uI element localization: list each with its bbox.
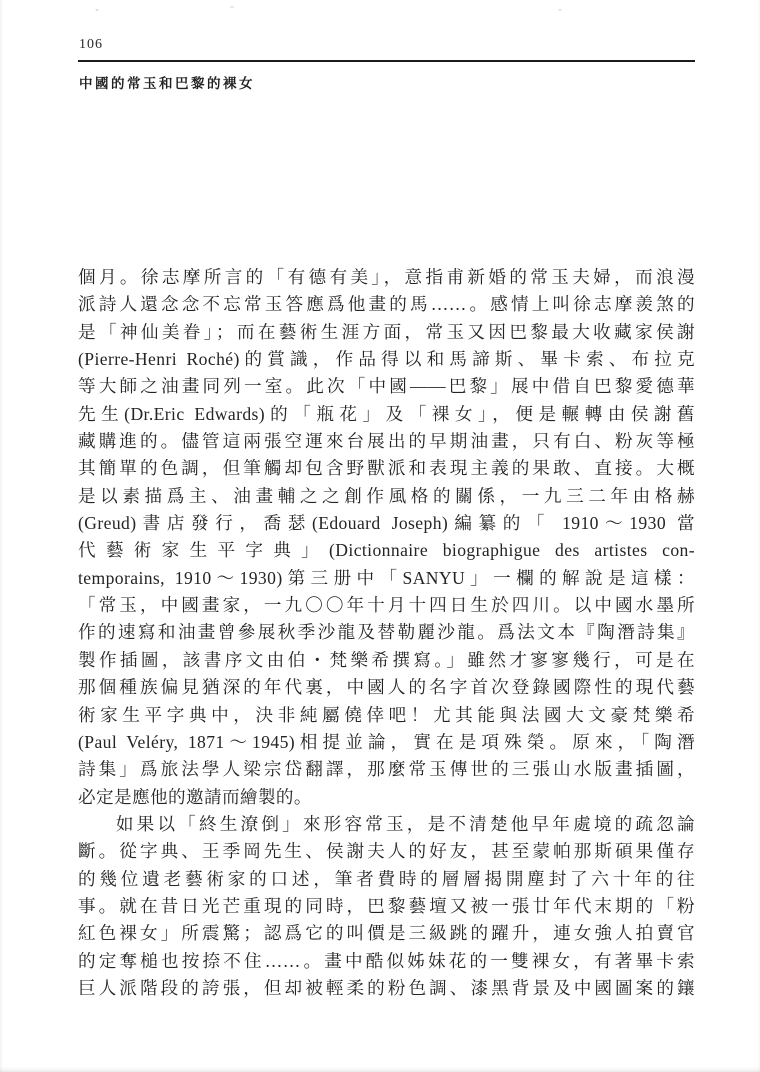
text-line: 是「神仙美眷」；而在藝術生涯方面，常玉又因巴黎最大收藏家侯謝 [78,321,695,342]
text-line: 如果以「終生潦倒」來形容常玉，是不清楚他早年處境的疏忽論 [115,813,695,834]
text-line: 藏購進的。儘管這兩張空運來台展出的早期油畫，只有白、粉灰等極 [78,431,695,452]
page-number: 106 [79,37,103,52]
text-line: 是以素描爲主、油畫輔之之創作風格的關係，一九三二年由格赫 [78,485,695,506]
text-line: temporains, 1910～1930)第三册中「SANYU」一欄的解說是這樣： [78,567,695,588]
text-line: (Greud)書店發行，喬瑟(Edouard Joseph)編纂的「 1910～1930 當 [78,513,695,534]
text-line: 那個種族偏見猶深的年代裏，中國人的名字首次登錄國際性的現代藝 [78,677,695,698]
text-line: 詩集」爲旅法學人梁宗岱翻譯，那麼常玉傳世的三張山水版畫插圖， [78,759,695,780]
running-head: 中國的常玉和巴黎的裸女 [79,76,255,91]
text-line: 術家生平字典中，決非純屬僥倖吧！尤其能與法國大文豪梵樂希 [78,704,695,725]
text-line: 作的速寫和油畫曾參展秋季沙龍及替勒麗沙龍。爲法文本『陶潛詩集』 [78,622,695,643]
text-line: 事。就在昔日光芒重現的同時，巴黎藝壇又被一張廿年代末期的「粉 [78,895,695,916]
text-line: 等大師之油畫同列一室。此次「中國——巴黎」展中借自巴黎愛德華 [78,376,695,397]
text-line: 先生(Dr.Eric Edwards)的「瓶花」及「裸女」，便是輾轉由侯謝舊 [78,403,695,424]
text-line: 其簡單的色調，但筆觸却包含野獸派和表現主義的果敢、直接。大概 [78,458,695,479]
text-line: 派詩人還念念不忘常玉答應爲他畫的馬……。感情上叫徐志摩羨煞的 [78,294,695,315]
text-line: 個月。徐志摩所言的「有德有美」，意指甫新婚的常玉夫婦，而浪漫 [78,267,695,287]
text-line: 代藝術家生平字典」(Dictionnaire biographigue des artistes con- [78,540,695,561]
text-line: 的幾位遺老藝術家的口述，筆者費時的層層揭開塵封了六十年的往 [78,868,695,889]
text-line: 紅色裸女」所震驚；認爲它的叫價是三級跳的躍升，連女強人拍賣官 [78,923,695,944]
text-line: (Paul Veléry, 1871～1945)相提並論，實在是項殊榮。原來，「陶潛 [78,731,695,752]
text-line: 製作插圖，該書序文由伯・梵樂希撰寫。」雖然才寥寥幾行，可是在 [78,649,695,670]
text-line: 巨人派階段的誇張，但却被輕柔的粉色調、漆黑背景及中國圖案的鑲 [78,977,695,998]
text-line: 斷。從字典、王季岡先生、侯謝夫人的好友，甚至蒙帕那斯碩果僅存 [78,841,695,862]
body-text [78,264,695,1002]
text-line: (Pierre-Henri Roché)的賞識，作品得以和馬諦斯、畢卡索、布拉克 [78,349,695,370]
text-line: 必定是應他的邀請而繪製的。 [78,786,312,807]
header-rule [78,60,695,62]
text-line: 「常玉，中國畫家，一九〇〇年十月十四日生於四川。以中國水墨所 [78,595,695,616]
text-line: 的定奪槌也按捺不住……。畫中酷似姊妹花的一雙裸女，有著畢卡索 [78,950,695,971]
